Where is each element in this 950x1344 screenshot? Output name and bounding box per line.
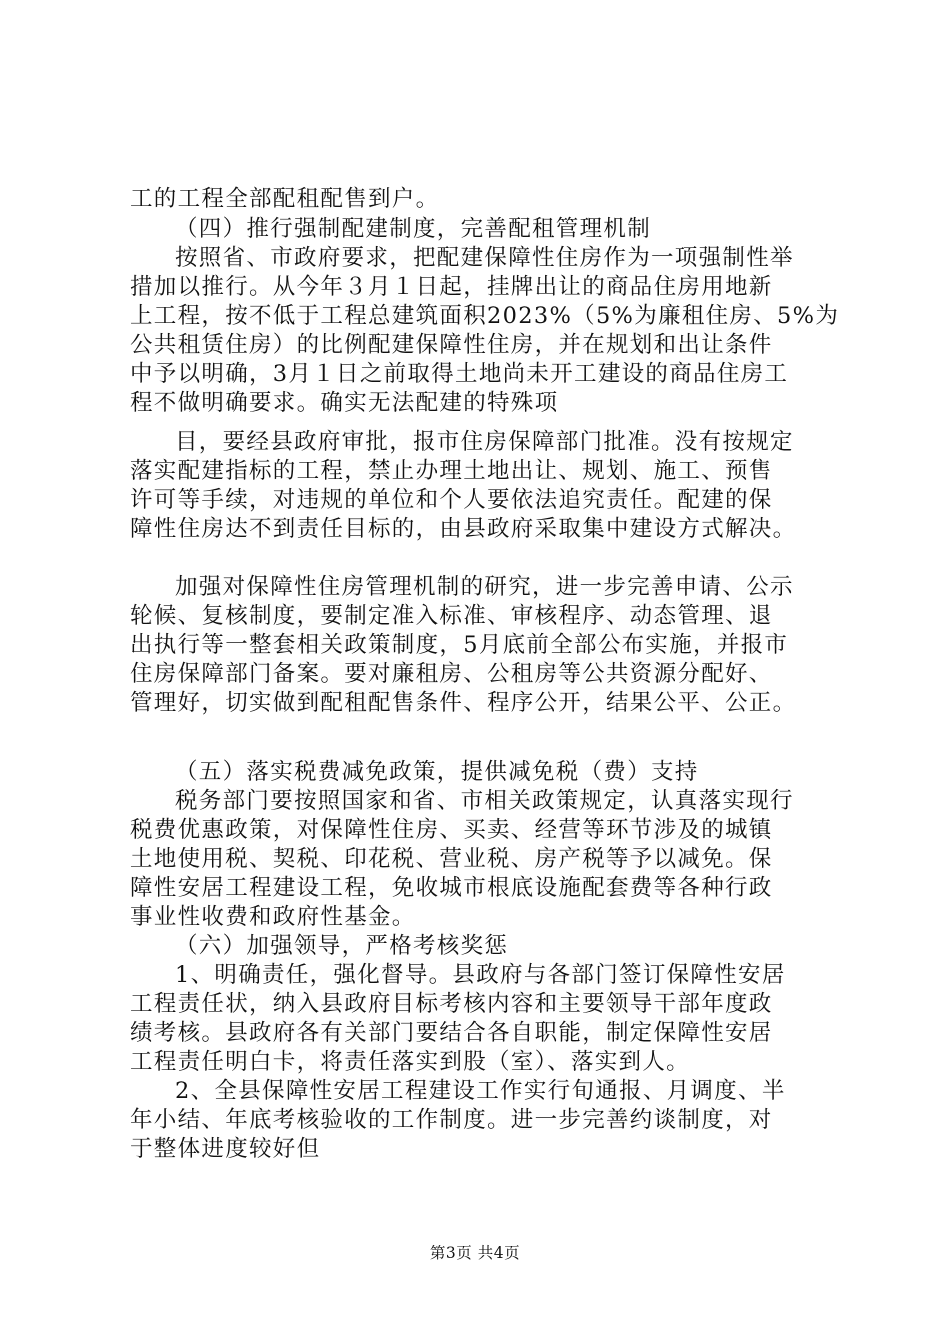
body-line-16: 住房保障部门备案。要对廉租房、公租房等公共资源分配好、 [130,661,773,687]
body-line-21: 土地使用税、契税、印花税、营业税、房产税等予以减免。保 [130,846,773,872]
body-line-28: 工程责任明白卡，将责任落实到股（室）、落实到人。 [130,1049,690,1075]
body-line-6: 公共租赁住房）的比例配建保障性住房，并在规划和出让条件 [130,332,773,358]
body-line-20: 税费优惠政策，对保障性住房、买卖、经营等环节涉及的城镇 [130,817,773,843]
body-line-12: 障性住房达不到责任目标的，由县政府采取集中建设方式解决。 [130,516,797,542]
body-line-10: 落实配建指标的工程，禁止办理土地出让、规划、施工、预售 [130,458,773,484]
body-line-26: 工程责任状，纳入县政府目标考核内容和主要领导干部年度政 [130,991,773,1017]
body-line-15: 出执行等一整套相关政策制度，5月底前全部公布实施，并报市 [130,632,789,658]
body-line-25: 1、明确责任，强化督导。县政府与各部门签订保障性安居 [175,962,786,988]
body-line-17: 管理好，切实做到配租配售条件、程序公开，结果公平、公正。 [130,690,797,716]
body-line-11: 许可等手续，对违规的单位和个人要依法追究责任。配建的保 [130,487,773,513]
body-line-29: 2、全县保障性安居工程建设工作实行旬通报、月调度、半 [175,1078,786,1104]
section-heading-5: （五）落实税费减免政策，提供减免税（费）支持 [175,759,699,785]
section-heading-6: （六）加强领导，严格考核奖惩 [175,933,509,959]
body-line-1: 工的工程全部配租配售到户。 [130,186,440,212]
body-line-5: 上工程，按不低于工程总建筑面积2023%（5%为廉租住房、5%为 [130,303,840,329]
section-heading-4: （四）推行强制配建制度，完善配租管理机制 [175,216,652,242]
body-line-22: 障性安居工程建设工程，免收城市根底设施配套费等各种行政 [130,875,773,901]
body-line-3: 按照省、市政府要求，把配建保障性住房作为一项强制性举 [175,245,794,271]
body-line-14: 轮候、复核制度，要制定准入标准、审核程序、动态管理、退 [130,603,773,629]
body-line-8: 程不做明确要求。确实无法配建的特殊项 [130,390,559,416]
body-line-7: 中予以明确，3月１日之前取得土地尚未开工建设的商品住房工 [130,361,789,387]
body-line-27: 绩考核。县政府各有关部门要结合各自职能，制定保障性安居 [130,1020,773,1046]
body-line-23: 事业性收费和政府性基金。 [130,904,416,930]
body-line-30: 年小结、年底考核验收的工作制度。进一步完善约谈制度，对 [130,1107,773,1133]
body-line-13: 加强对保障性住房管理机制的研究，进一步完善申请、公示 [175,574,794,600]
body-line-9: 目，要经县政府审批，报市住房保障部门批准。没有按规定 [175,429,794,455]
body-line-4: 措加以推行。从今年３月１日起，挂牌出让的商品住房用地新 [130,274,773,300]
page-footer: 第3页 共4页 [429,1244,521,1262]
body-line-19: 税务部门要按照国家和省、市相关政策规定，认真落实现行 [175,788,794,814]
body-line-31: 于整体进度较好但 [130,1136,321,1162]
